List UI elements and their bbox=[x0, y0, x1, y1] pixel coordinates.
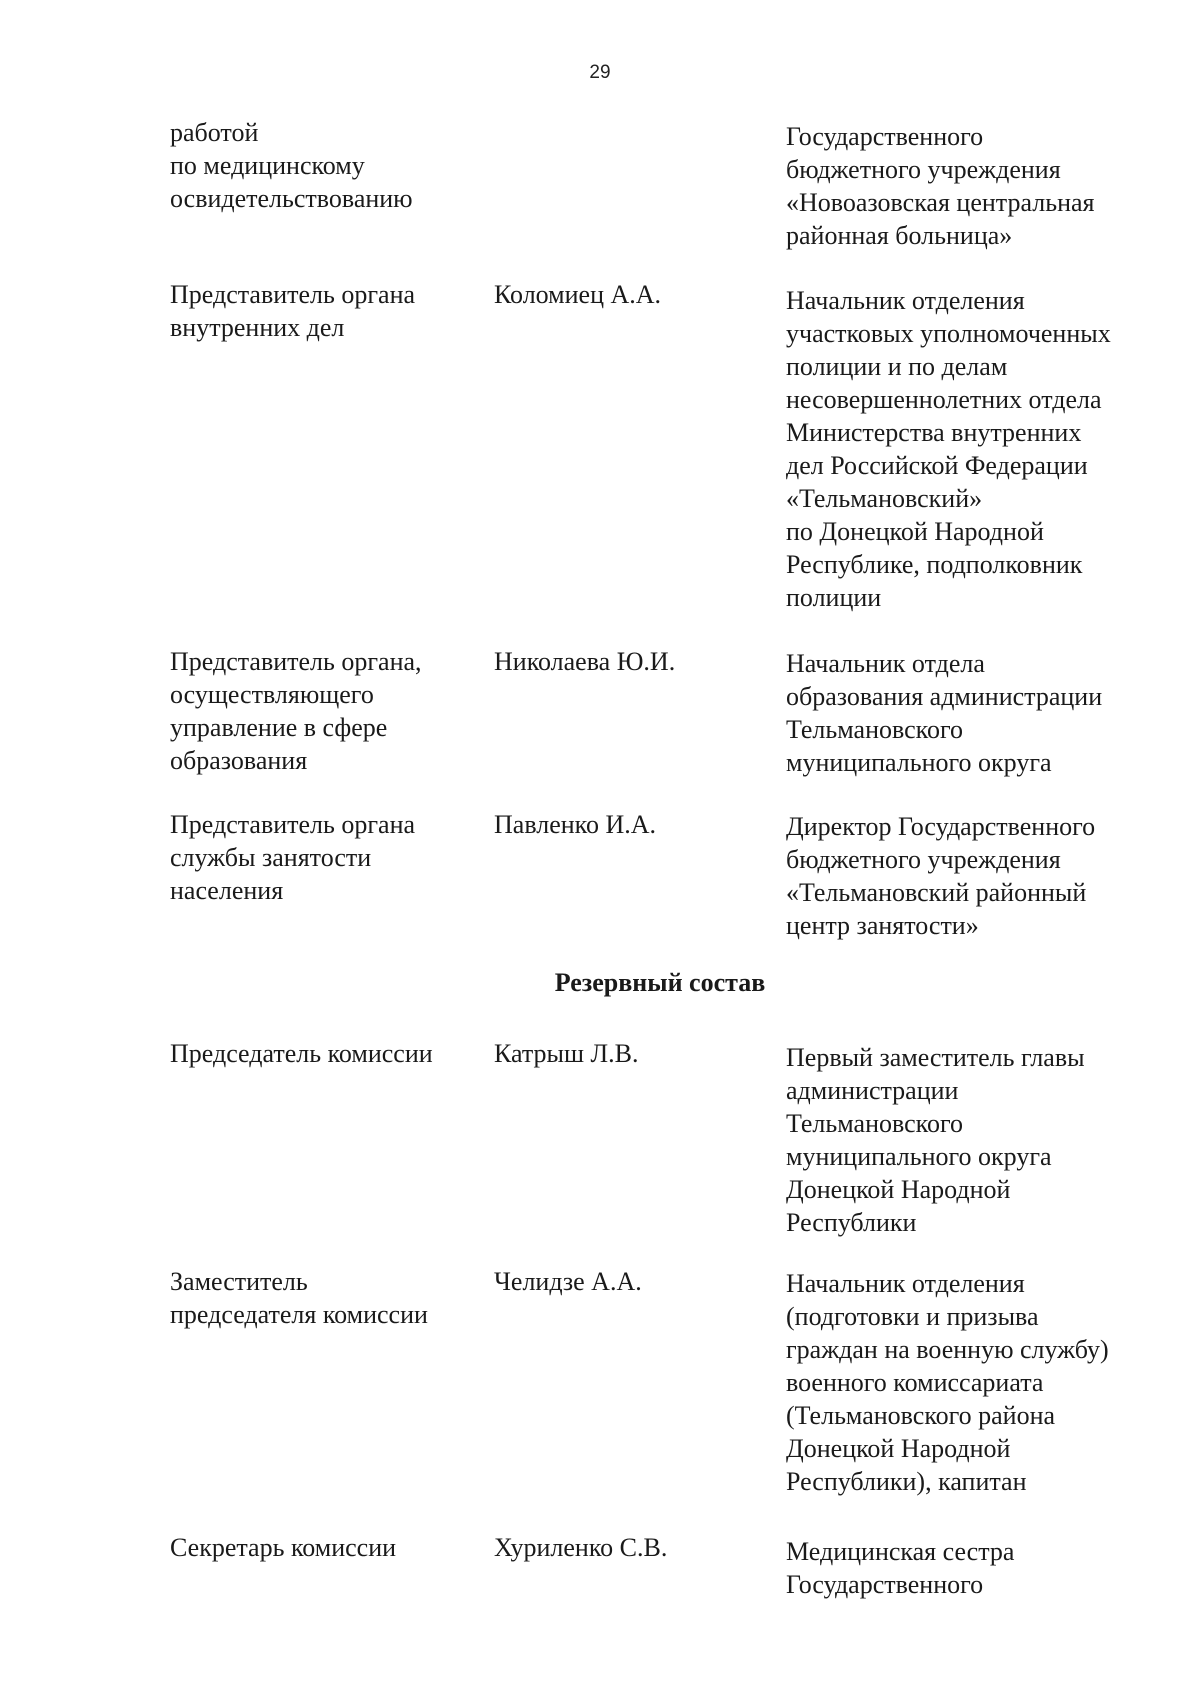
member-position: Начальник отделения (подготовки и призыва граждан на военную службу) военного комиссариата (Тельмановского района Донецкой Народной Республики), капитан bbox=[786, 1269, 1109, 1496]
member-position: Начальник отдела образования администрации Тельмановского муниципального округа bbox=[786, 649, 1103, 777]
member-position: Директор Государственного бюджетного учреждения «Тельмановский районный центр занятости» bbox=[786, 812, 1096, 940]
member-name: Коломиец А.А. bbox=[494, 280, 662, 309]
page-number: 29 bbox=[589, 62, 611, 83]
member-role: Секретарь комиссии bbox=[170, 1533, 397, 1562]
member-position: Начальник отделения участковых уполномоченных полиции и по делам несовершеннолетних отдела Министерства внутренних дел Российской Федерации «Тельмановский» по Донецкой Народной Республике, подполковник полиции bbox=[786, 286, 1111, 612]
member-position: Первый заместитель главы администрации Тельмановского муниципального округа Донецкой Народной Республики bbox=[786, 1043, 1085, 1237]
member-name: Павленко И.А. bbox=[494, 810, 657, 839]
member-role: Представитель органа, осуществляющего управление в сфере образования bbox=[170, 647, 422, 775]
member-name: Челидзе А.А. bbox=[494, 1267, 642, 1296]
member-role: Представитель органа службы занятости населения bbox=[170, 810, 416, 905]
member-position: Медицинская сестра Государственного bbox=[786, 1537, 1015, 1599]
section-heading-reserve: Резервный состав bbox=[554, 968, 766, 997]
member-role: работой по медицинскому освидетельствованию bbox=[170, 118, 413, 213]
member-role: Председатель комиссии bbox=[170, 1039, 433, 1068]
member-position: Государственного бюджетного учреждения «Новоазовская центральная районная больница» bbox=[786, 122, 1095, 250]
member-name: Николаева Ю.И. bbox=[494, 647, 676, 676]
member-name: Хуриленко С.В. bbox=[494, 1533, 668, 1562]
member-role: Представитель органа внутренних дел bbox=[170, 280, 416, 342]
member-role: Заместитель председателя комиссии bbox=[170, 1267, 428, 1329]
member-name: Катрыш Л.В. bbox=[494, 1039, 639, 1068]
